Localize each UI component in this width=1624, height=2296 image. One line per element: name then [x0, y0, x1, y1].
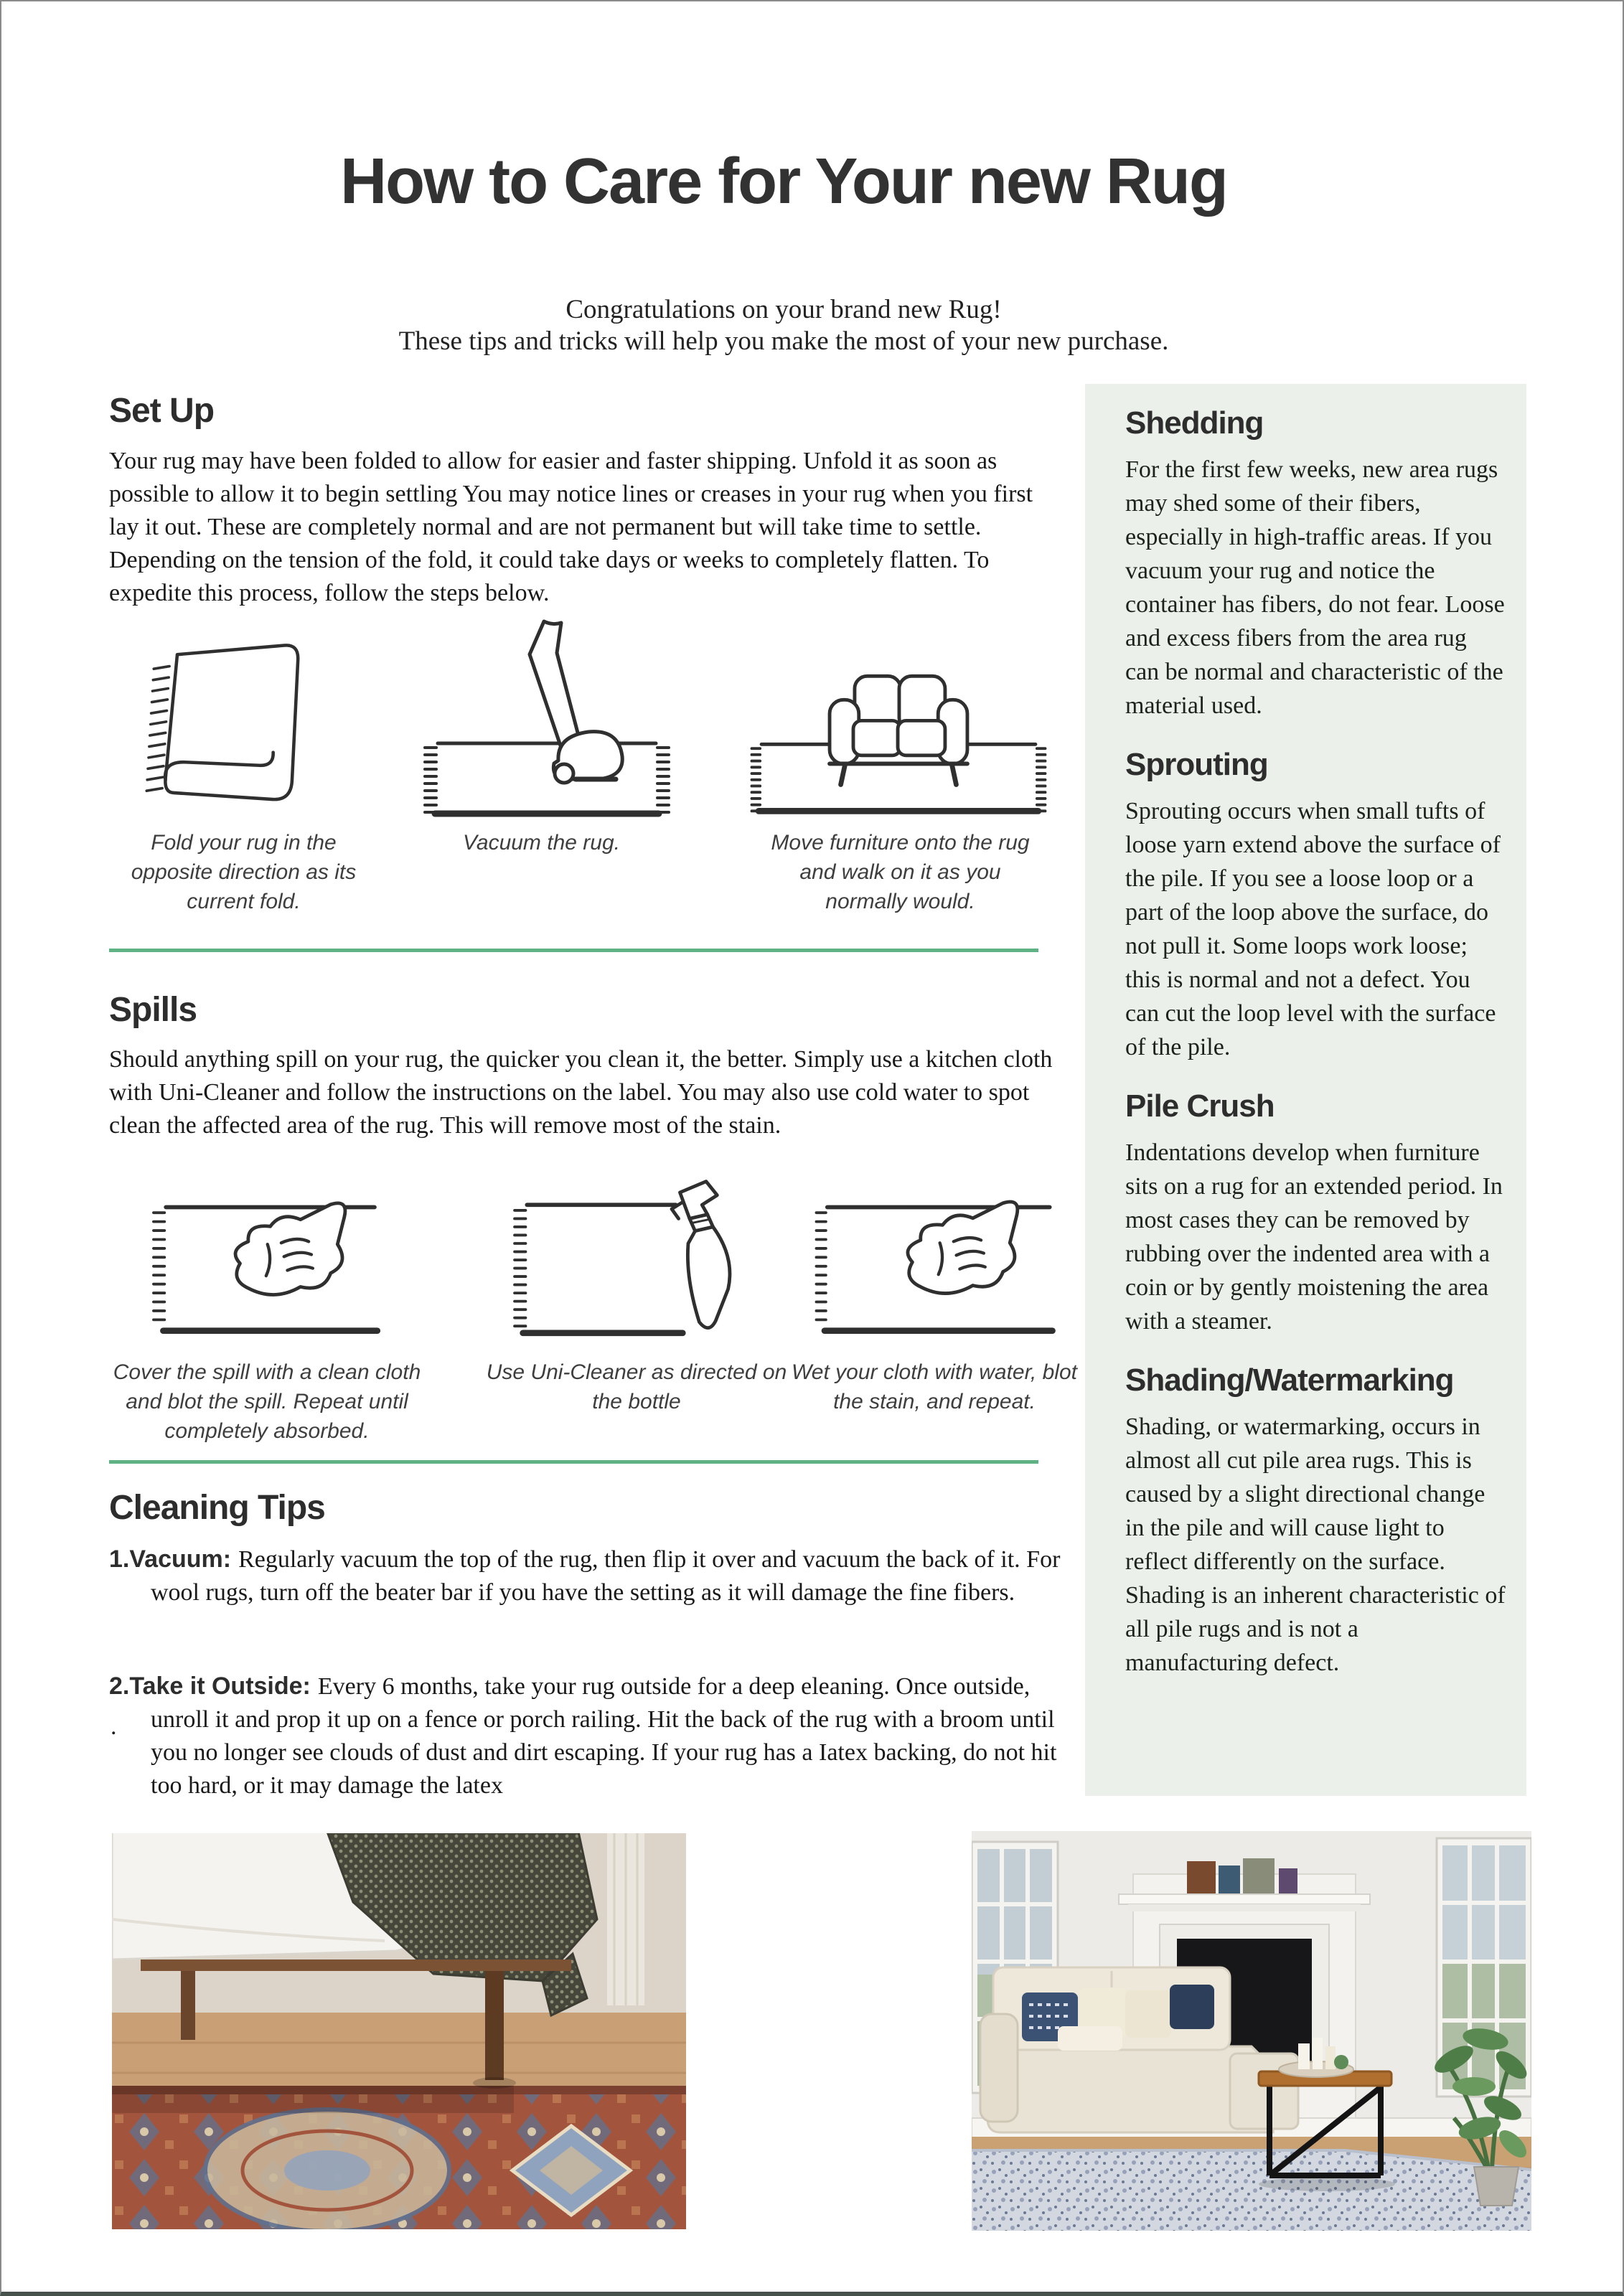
setup-step-caption: Fold your rug in the opposite direction as its current fold.	[131, 831, 357, 913]
spills-paragraph: Should anything spill on your rug, the quicker you clean it, the better. Simply use a kitchen cloth with Uni-Cleaner and follow the instructions on the label. You may also use cold water to spot clean the affected area of the rug. This will remove most of the stain.	[109, 1046, 1053, 1139]
setup-step-caption: Vacuum the rug.	[462, 831, 620, 855]
furniture-on-rug-icon	[744, 639, 1053, 819]
folded-rug-icon	[134, 629, 349, 819]
sidebar-paragraph-shedding: For the first few weeks, new area rugs may shed some of their fibers, especially in high-traffic areas. If you vacuum your rug and notice the container has fibers, do not fear. Loose and excess fibers from the area rug can be normal and characteristic of the material used.	[1125, 456, 1505, 719]
sidebar-heading-pile-crush: Pile Crush	[1125, 1088, 1275, 1124]
spills-heading: Spills	[109, 991, 197, 1029]
cleaning-tip-1	[109, 1543, 1091, 1609]
cleaning-tip-2	[109, 1670, 1091, 1802]
section-divider	[109, 949, 1038, 952]
setup-heading: Set Up	[109, 392, 215, 430]
page-title: How to Care for Your new Rug	[340, 146, 1227, 217]
spray-bottle-icon	[497, 1175, 776, 1347]
sidebar-heading-shading: Shading/Watermarking	[1125, 1363, 1454, 1398]
sidebar-panel	[1085, 384, 1526, 1796]
tip-1-label: 1.Vacuum:	[109, 1545, 232, 1573]
sidebar-heading-sprouting: Sprouting	[1125, 747, 1268, 782]
sidebar-paragraph-shading: Shading, or watermarking, occurs in almost all cut pile area rugs. This is caused by a slight directional change in the pile and will cause light to reflect differently on the surface. Shading is an inherent characteristic of all pile rugs and is not a manufacturing defect.	[1125, 1413, 1506, 1676]
vacuum-on-rug-icon	[403, 613, 690, 821]
blot-cloth-icon	[145, 1184, 382, 1342]
cleaning-tips-heading: Cleaning Tips	[109, 1489, 325, 1527]
spills-step-caption: Wet your cloth with water, blot the stain, and repeat.	[792, 1360, 1077, 1413]
wet-cloth-icon	[809, 1184, 1060, 1342]
living-room-rug-photo	[972, 1831, 1531, 2231]
spills-step-caption: Use Uni-Cleaner as directed on the bottle	[486, 1360, 787, 1413]
sidebar-paragraph-pile-crush: Indentations develop when furniture sits on a rug for an extended period. In most cases they can be removed by rubbing over the indented area with a coin or by gently moistening the area with a steamer.	[1125, 1139, 1503, 1335]
sidebar-paragraph-sprouting: Sprouting occurs when small tufts of loose yarn extend above the surface of the pile. If you see a loose loop or a part of the loop above the surface, do not pull it. Some loops work loose; this is normal and not a defect. You can cut the loop level with the surface of the pile.	[1125, 798, 1501, 1060]
bedroom-rug-photo	[112, 1833, 686, 2229]
sidebar-heading-shedding: Shedding	[1125, 405, 1264, 441]
setup-paragraph: Your rug may have been folded to allow for easier and faster shipping. Unfold it as soon as possible to allow it to begin settling You may notice lines or creases in your rug when you first lay it out. These are completely normal and are not permanent but will take time to settle. Depending on the tension of the fold, it could take days or weeks to completely flatten. To expedite this process, follow the steps below.	[109, 448, 1033, 606]
setup-step-caption: Move furniture onto the rug and walk on it as you normally would.	[771, 831, 1030, 913]
tip-2-label: 2.Take it Outside:	[109, 1672, 311, 1700]
tip-2-text: Every 6 months, take your rug outside for a deep eleaning. Once outside, unroll it and prop it up on a fence or porch railing. Hit the back of the rug with a broom until you no longer see clouds of dust and dirt escaping. If your rug has a Iatex backing, do not hit too hard, or it may damage the latex	[151, 1673, 1057, 1799]
spills-step-caption: Cover the spill with a clean cloth and blot the spill. Repeat until completely absorbed.	[113, 1360, 421, 1443]
stray-period-mark: .	[111, 1713, 117, 1740]
subtitle-line-2: These tips and tricks will help you make the most of your new purchase.	[398, 326, 1169, 356]
section-divider	[109, 1460, 1038, 1464]
subtitle-line-1: Congratulations on your brand new Rug!	[565, 295, 1002, 324]
tip-1-text: Regularly vacuum the top of the rug, then flip it over and vacuum the back of it. For wool rugs, turn off the beater bar if you have the setting as it will damage the fine fibers.	[151, 1546, 1061, 1606]
